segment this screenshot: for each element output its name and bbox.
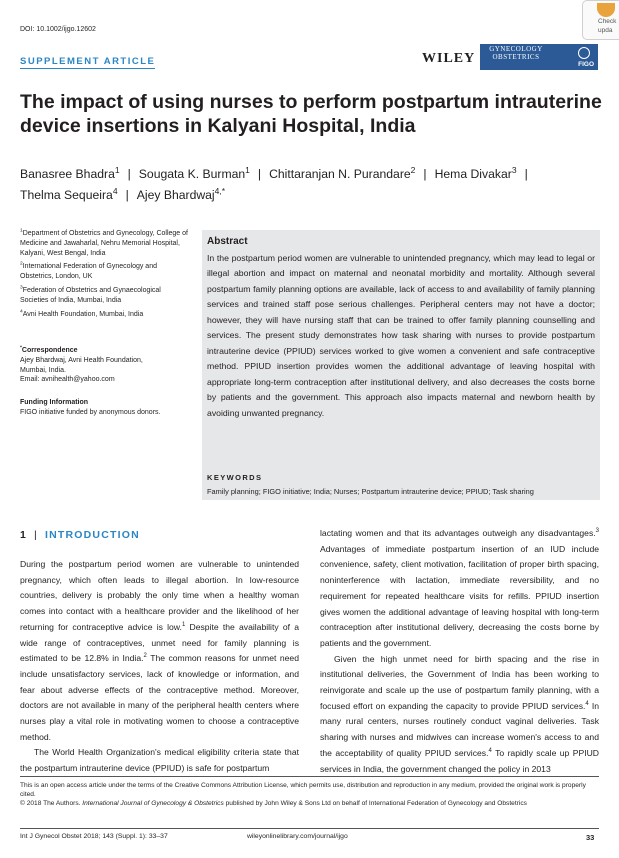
abstract-text: In the postpartum period women are vulnerable to unintended pregnancy, which may lead to legal or illegal abortion and impact on maternal and neonatal morbidity and mortality. Although several postpartum family planning options are available, lack of access to and availability of family planning services and trained staff pose serious challenges. Peripheral centers may not have a doctor; however, they will have nursing staff that can be trained to offer family planning counselling and services. The present study demonstrates how task sharing with nurses to provide postpartum intrauterine device (PPIUD) services worked to give women a convenient and safe contraceptive method. PPIUD insertion provides women the additional advantage of leaving hospital with appropriate long-term contraception after institutional delivery, and also decreases the costs borne by patients and the government. This approach also impacts maternal and newborn health by avoiding unwanted pregnancy. [207, 253, 595, 418]
figo-ring-icon [578, 47, 590, 59]
page-number: 33 [586, 833, 595, 842]
author-name[interactable]: Banasree Bhadra$^1$ [20, 164, 120, 181]
author-name[interactable]: Sougata K. Burman$^1$ [138, 164, 250, 181]
author-name[interactable]: Thelma Sequeira$^4$ [20, 185, 118, 202]
crossmark-label-1: Check [598, 18, 617, 25]
affiliation: $^1$Department of Obstetrics and Gynecology, College of Medicine and Jawaharlal, Nehru Memorial Hospital, Kalyani, West Bengal, India [20, 228, 188, 257]
affiliation: $^2$International Federation of Gynecology and Obstetrics, London, UK [20, 262, 157, 281]
citation-ref[interactable]: 4 [585, 700, 589, 707]
journal-url[interactable]: wileyonlinelibrary.com/journal/ijgo [247, 833, 348, 840]
section-heading-introduction: 1 | INTRODUCTION [20, 529, 140, 541]
affiliation: $^3$Federation of Obstetrics and Gynaecological Societies of India, Mumbai, India [20, 285, 161, 304]
paragraph: During the postpartum period women are vulnerable to unintended pregnancy, which often leads to illegal abortion. In low-resource countries, delivery is probably the only time when a healthy woman comes into contact with a healthcare provider and the likelihood of her returning for contraceptive advice is low.$^1$ Despite the availability of a wide range of contraceptives, unmet need for family planning is estimated to be 12.8% in India.$^2$ The common reasons for unmet need include unsatisfactory services, lack of knowledge or information, and fear about adverse effects of the contraceptive method. Moreover, doctors are not available in many of the peripheral health centers where nurses play a vital role in motivating women to choose a contraceptive method. [20, 559, 299, 742]
paragraph: lactating women and that its advantages outweigh any disadvantages.$^3$ Advantages of immediate postpartum insertion of an IUD include convenience, safety, client motivation, facilitation of proper birth spacing, noninterference with lactation, immediate reversibility, and no requirement for repeated healthcare visits for refills. PPIUD insertion gives women the additional advantage of leaving hospital with long-term contraception after institutional delivery, decreasing the costs borne by patients and the government. [320, 528, 599, 648]
author-list: Banasree Bhadra$^1$ | Sougata K. Burman$^1$ | Chittaranjan N. Purandare$^2$ | Hema Divakar$^3$ | Thelma Sequeira$^4$ | Ajey Bhardwaj$^{4,*}$ [20, 164, 528, 202]
funding-information: Funding Information FIGO initiative funded by anonymous donors. [20, 399, 161, 416]
paragraph: The World Health Organization's medical eligibility criteria state that the postpartum intrauterine device (PPIUD) is safe for postpartum [20, 747, 299, 774]
check-for-updates-badge[interactable] [582, 0, 619, 40]
journal-logo [480, 44, 598, 70]
crossmark-label-2: upda [598, 27, 613, 34]
paragraph: Given the high unmet need for birth spacing and the rise in institutional deliveries, the Government of India has been working to reinvigorate and scale up the use of postpartum family planning, with a focused effort on expanding the capacity to provide PPIUD services.$^4$ In many rural centers, nurses routinely conduct vaginal deliveries. Task sharing with nurses and midwives can increase women's access to and the acceptability of quality PPIUD services.$^4$ To rapidly scale up PPIUD services in India, the government changed the policy in 2013 [320, 653, 599, 774]
journal-citation: Int J Gynecol Obstet 2018; 143 (Suppl. 1): 33–37 [20, 833, 168, 840]
publisher-logo: WILEY [422, 51, 476, 66]
article-title: The impact of using nurses to perform postpartum intrauterine device insertions in Kalyani Hospital, India [20, 91, 602, 137]
body-column-right [320, 526, 599, 777]
license-footnote: This is an open access article under the terms of the Creative Commons Attribution License, which permits use, distribution and reproduction in any medium, provided the original work is properly cited. © 2018 The Authors. International Journal of Gynecology & Obstetrics published by John Wiley & Sons Ltd on behalf of International Federation of Gynecology and Obstetrics [20, 782, 586, 808]
crossmark-icon [597, 3, 615, 17]
citation-ref[interactable]: 1 [181, 621, 186, 628]
body-column-left [20, 557, 299, 777]
journal-logo-title: GYNECOLOGY OBSTETRICS [489, 45, 543, 61]
citation-ref[interactable]: 3 [595, 528, 599, 535]
journal-logo-org: FIGO [578, 61, 594, 68]
author-name[interactable]: Ajey Bhardwaj$^{4,*}$ [136, 185, 226, 202]
affiliation: $^4$Avni Health Foundation, Mumbai, India [20, 309, 144, 318]
footer-divider [20, 828, 599, 829]
correspondence-email[interactable]: Email: avnihealth@yahoo.com [20, 376, 115, 384]
keywords-heading: KEYWORDS [207, 473, 263, 482]
correspondence: *Correspondence Ajey Bhardwaj, Avni Health Foundation, Mumbai, India. Email: avnihealth@yahoo.com [20, 346, 190, 385]
doi[interactable]: DOI: 10.1002/ijgo.12602 [20, 26, 96, 33]
citation-ref[interactable]: 4 [488, 747, 492, 754]
abstract-heading: Abstract [207, 236, 248, 247]
keywords: Family planning; FIGO initiative; India; Nurses; Postpartum intrauterine device; PPIUD; Task sharing [207, 487, 534, 496]
author-name[interactable]: Chittaranjan N. Purandare$^2$ [269, 164, 416, 181]
article-type: SUPPLEMENT ARTICLE [20, 56, 156, 67]
affiliations [20, 229, 188, 323]
citation-ref[interactable]: 2 [143, 653, 147, 660]
footnote-divider [20, 776, 599, 777]
author-name[interactable]: Hema Divakar$^3$ [434, 164, 517, 181]
